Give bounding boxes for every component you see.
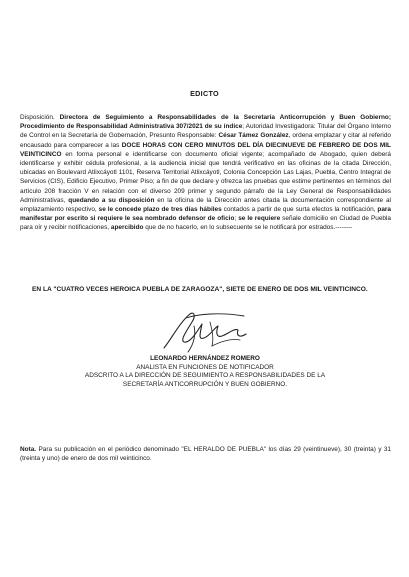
signer-position: ANALISTA EN FUNCIONES DE NOTIFICADOR — [136, 363, 274, 371]
body-segment: en la oficina de la Dirección antes citada la documentación correspondiente al emplazamiento respectivo, — [20, 196, 391, 214]
signer-name: LEONARDO HERNÁNDEZ ROMERO — [150, 355, 260, 362]
body-segment: , ordena emplazar y citar al referido encausado para comparecer a las — [20, 132, 391, 149]
body-segment: que de no hacerlo, en lo subsecuente se le notificará por estrados.-------- — [143, 224, 353, 232]
handwritten-signature — [150, 308, 250, 354]
place-and-date: EN LA "CUATRO VECES HEROICA PUEBLA DE ZARAGOZA", SIETE DE ENERO DE DOS MIL VEINTICINCO. — [32, 286, 368, 293]
body-segment-bold: Directora de Seguimiento a Responsabilidades de la Secretaría Anticorrupción y Buen Gobierno; Procedimiento de Responsabilidad Administrativa 307/2021 de su índice — [20, 114, 392, 131]
edict-body — [20, 113, 391, 233]
signer-block — [40, 355, 370, 389]
body-segment: en forma personal e identificarse con documento oficial vigente; acompañado de Abogado, quien deberá identificarse y exhibir cédula profesional, a la audiencia inicial que tendrá verificativo en las oficinas de la citada Dirección, ubicadas en Boulevard Atlixcáyotl 1101, Reserva Territorial Atlixcáyotl, Colonia Concepción Las Lajas, Puebla, Centro Integral de Servicios (CIS), Edificio Ejecutivo, Primer Piso; a fin de que declare y ofrezca las pruebas que estime pertinentes en términos del artículo 208 fracción V en relación con el diverso 209 primer y segundo párrafo de la Ley General de Responsabilidades Administrativas, — [20, 150, 391, 204]
body-segment-bold: se le requiere — [238, 215, 281, 223]
signer-position: ADSCRITO A LA DIRECCIÓN DE SEGUIMIENTO A RESPONSABILIDADES DE LA — [84, 372, 326, 380]
note-label: Nota. — [20, 446, 37, 453]
body-segment: contados a partir de que surta efectos la notificación, — [221, 206, 378, 214]
body-segment: señale domicilio en Ciudad de Puebla para oír y recibir notificaciones, — [20, 215, 392, 232]
body-segment-bold: apercibido — [110, 224, 144, 232]
body-segment-bold: quedando a su disposición — [68, 196, 155, 204]
body-segment-bold: César Támez González — [218, 132, 289, 140]
document-title: EDICTO — [190, 89, 219, 98]
signer-position: SECRETARÍA ANTICORRUPCIÓN Y BUEN GOBIERNO. — [122, 380, 288, 388]
body-segment: Disposición. — [20, 114, 60, 121]
body-segment-bold: se le concede plazo de tres días hábiles — [98, 206, 222, 214]
note-text: Para su publicación en el periódico denominado "EL HERALDO DE PUEBLA" los días 29 (veintinueve), 30 (treinta) y 31 (treinta y uno) de enero de dos mil veinticinco. — [20, 446, 391, 463]
body-segment: ; Autoridad Investigadora: Titular del Órgano Interno de Control en la Secretaría de Gobernación, Presunto Responsable: — [20, 123, 391, 140]
body-segment-bold: para manifestar por escrito si requiere le sea nombrado defensor de oficio — [20, 206, 391, 223]
publication-note — [20, 445, 391, 463]
body-segment-bold: DOCE HORAS CON CERO MINUTOS DEL DÍA DIECINUEVE DE FEBRERO DE DOS MIL VEINTICINCO — [20, 141, 391, 158]
body-segment: ; — [234, 215, 239, 223]
